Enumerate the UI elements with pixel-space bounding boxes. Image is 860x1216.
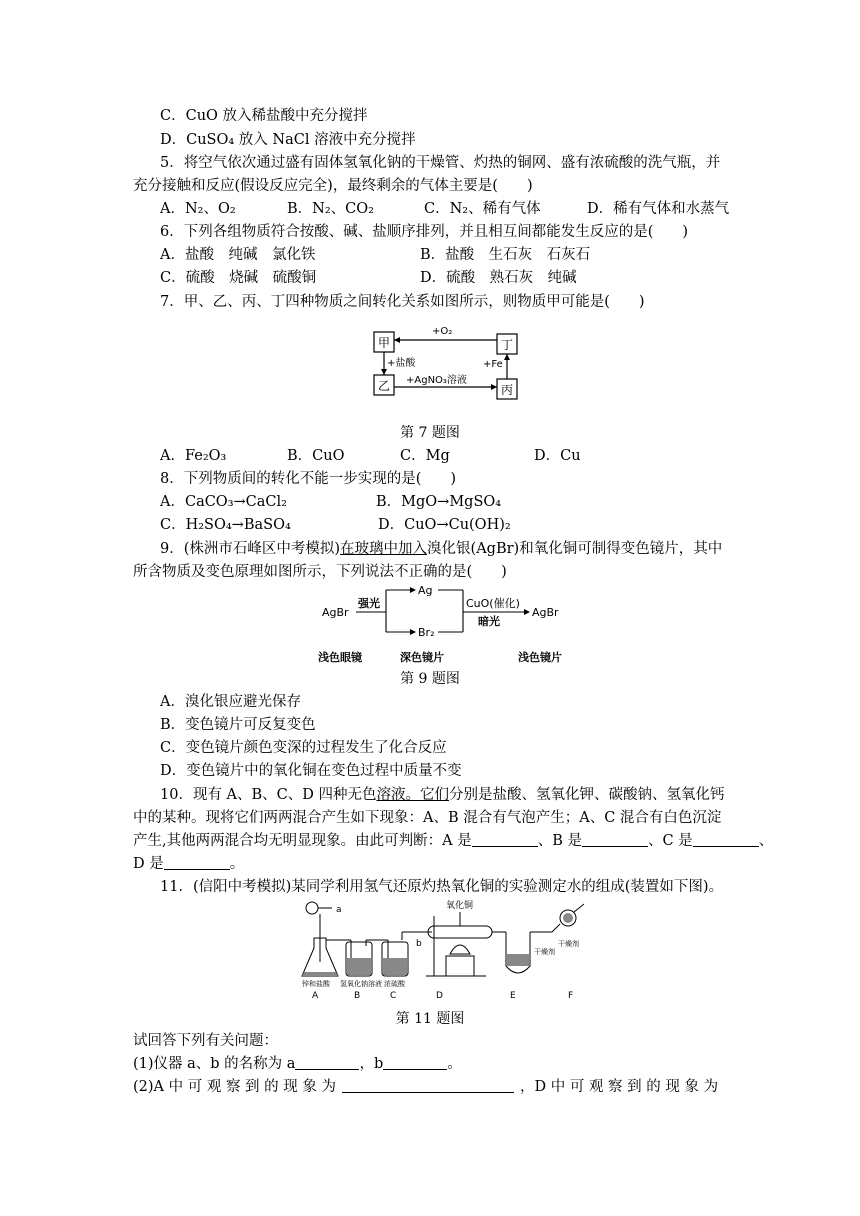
q7-option-c: C．Mg [400, 448, 450, 464]
q11-sub1-a-label: (1)仪器 a、b 的名称为 a [133, 1056, 296, 1072]
q9-stem-line2: 所含物质及变色原理如图所示，下列说法不正确的是( ) [133, 564, 507, 580]
label-C: C [390, 991, 397, 1000]
q10-line4 [133, 854, 244, 874]
label-o2: +O₂ [432, 326, 453, 337]
q10-blank-b[interactable] [582, 832, 648, 847]
q8-option-d: D．CuO→Cu(OH)₂ [378, 517, 511, 533]
q5-stem-line2: 充分接触和反应(假设反应完全)，最终剩余的气体主要是( ) [133, 178, 533, 194]
q5-option-a: A．N₂、O₂ [160, 201, 236, 217]
label-desiccant-e: 干燥剂 [534, 948, 555, 956]
q11-blank-b[interactable] [383, 1055, 447, 1070]
label-F: F [568, 991, 574, 1000]
label-ag: Ag [418, 584, 433, 597]
q10-blank-c[interactable] [693, 832, 759, 847]
q5-option-b: B．N₂、CO₂ [287, 201, 374, 217]
q4-option-c: C．CuO 放入稀盐酸中充分搅拌 [160, 108, 368, 124]
q11-blank-a-phenomenon[interactable] [342, 1078, 514, 1093]
label-light-glasses: 浅色眼镜 [318, 651, 362, 664]
q10-b-label: 、B 是 [537, 833, 582, 849]
q6-option-b: B．盐酸 生石灰 石灰石 [420, 247, 591, 263]
label-D: D [436, 991, 443, 1000]
q4-option-d: D．CuSO₄ 放入 NaCl 溶液中充分搅拌 [160, 132, 416, 148]
label-A: A [312, 991, 319, 1000]
q10-blank-d[interactable] [164, 855, 230, 870]
q6-option-d: D．硫酸 熟石灰 纯碱 [420, 270, 577, 286]
q9-stem-rest: 溴化银(AgBr)和氧化铜可制得变色镜片，其中 [427, 541, 723, 557]
label-agno3: +AgNO₃溶液 [406, 375, 467, 386]
q11-sub2-d-label: ，D 中 可 观 察 到 的 现 象 为 [520, 1079, 719, 1095]
q7-diagram [364, 320, 524, 410]
label-bing: 丙 [501, 383, 514, 397]
q11-sub2-a-label: (2)A 中 可 观 察 到 的 现 象 为 [133, 1079, 336, 1095]
q10-line3 [133, 831, 773, 851]
q10-line2: 中的某种。现将它们两两混合产生如下现象：A、B 混合有气泡产生；A、C 混合有白色沉淀 [133, 810, 722, 826]
q11-apparatus [296, 896, 616, 1000]
q9-option-a: A．溴化银应避光保存 [160, 694, 301, 710]
label-B: B [354, 991, 361, 1000]
q7-option-b: B．CuO [287, 448, 345, 464]
q10-comma: 、 [758, 833, 774, 849]
q11-sub1-end: 。 [447, 1056, 462, 1072]
q10-c-label: 、C 是 [647, 833, 693, 849]
q10-blank-a[interactable] [472, 832, 538, 847]
label-strong-light: 强光 [358, 597, 380, 610]
q8-stem: 8．下列物质间的转化不能一步实现的是( ) [160, 471, 457, 487]
label-reagent-c: 浓硫酸 [384, 980, 405, 988]
q8-option-b: B．MgO→MgSO₄ [376, 494, 502, 510]
q9-stem-line1 [160, 539, 722, 559]
q9-diagram [318, 580, 588, 668]
label-reagent-b: 氢氧化钠溶液 [340, 980, 382, 988]
label-desiccant-f: 干燥剂 [558, 940, 579, 948]
alcohol-lamp-d [450, 945, 470, 954]
q9-option-c: C．变色镜片颜色变深的过程发生了化合反应 [160, 740, 447, 756]
q5-stem-line1: 5．将空气依次通过盛有固体氢氧化钠的干燥管、灼热的铜网、盛有浓硫酸的洗气瓶，并 [160, 155, 721, 171]
q10-d-label: D 是 [133, 856, 164, 872]
label-dark: 暗光 [478, 615, 500, 628]
q6-stem: 6．下列各组物质符合按酸、碱、盐顺序排列，并且相互间都能发生反应的是( ) [160, 224, 689, 240]
q10-period: 。 [229, 856, 245, 872]
q11-intro: 试回答下列有关问题： [133, 1033, 278, 1049]
q7-stem: 7．甲、乙、丙、丁四种物质之间转化关系如图所示，则物质甲可能是( ) [160, 294, 645, 310]
q10-underlined: 溶液。它们 [376, 787, 450, 803]
q7-option-a: A．Fe₂O₃ [160, 448, 227, 464]
q5-option-c: C．N₂、稀有气体 [424, 201, 541, 217]
label-b: b [416, 939, 422, 949]
label-dark-lens: 深色镜片 [400, 651, 444, 664]
q11-sub2 [133, 1077, 718, 1097]
label-ding: 丁 [501, 338, 514, 352]
label-fe: +Fe [483, 359, 503, 370]
q9-caption: 第 9 题图 [400, 671, 460, 687]
q10-line1 [160, 785, 725, 805]
q9-option-b: B．变色镜片可反复变色 [160, 717, 316, 733]
q11-sub1-b-label: ，b [359, 1056, 384, 1072]
separating-funnel-a [306, 902, 318, 914]
label-cuo-catalyst: CuO(催化) [466, 597, 520, 610]
q11-sub1 [133, 1054, 462, 1074]
label-E: E [510, 991, 516, 1000]
q10-text-a: 10．现有 A、B、C、D 四种无色 [160, 787, 377, 803]
q9-underlined: 在玻璃中加入 [340, 541, 428, 557]
label-reagent-a: 锌和盐酸 [302, 980, 330, 988]
label-light-lens: 浅色镜片 [518, 651, 562, 664]
label-yi: 乙 [378, 379, 391, 393]
q8-option-c: C．H₂SO₄→BaSO₄ [160, 517, 291, 533]
label-cuo: 氧化铜 [446, 901, 474, 911]
q11-stem: 11．(信阳中考模拟)某同学利用氢气还原灼热氧化铜的实验测定水的组成(装置如下图)。 [160, 879, 724, 895]
q9-option-d: D．变色镜片中的氧化铜在变色过程中质量不变 [160, 763, 462, 779]
u-tube-e [506, 932, 530, 973]
label-jia: 甲 [378, 336, 391, 350]
hard-glass-tube-d [428, 926, 492, 938]
q5-option-d: D．稀有气体和水蒸气 [587, 201, 730, 217]
label-hcl: +盐酸 [387, 358, 416, 369]
q11-caption: 第 11 题图 [395, 1011, 465, 1027]
q10-a-label: 产生,其他两两混合均无明显现象。由此可判断：A 是 [133, 833, 472, 849]
label-br2: Br₂ [418, 626, 435, 639]
q7-caption: 第 7 题图 [400, 425, 460, 441]
q6-option-c: C．硫酸 烧碱 硫酸铜 [160, 270, 317, 286]
stand-d [446, 956, 474, 976]
q10-text-c: 分别是盐酸、氢氧化钾、碳酸钠、氢氧化钙 [449, 787, 725, 803]
q9-source: 9．(株洲市石峰区中考模拟) [160, 541, 341, 557]
q6-option-a: A．盐酸 纯碱 氯化铁 [160, 247, 316, 263]
q11-blank-a[interactable] [295, 1055, 359, 1070]
label-a: a [336, 905, 342, 915]
label-agbr-left: AgBr [322, 606, 349, 619]
label-agbr-right: AgBr [532, 606, 559, 619]
q8-option-a: A．CaCO₃→CaCl₂ [160, 494, 287, 510]
q7-option-d: D．Cu [534, 448, 581, 464]
